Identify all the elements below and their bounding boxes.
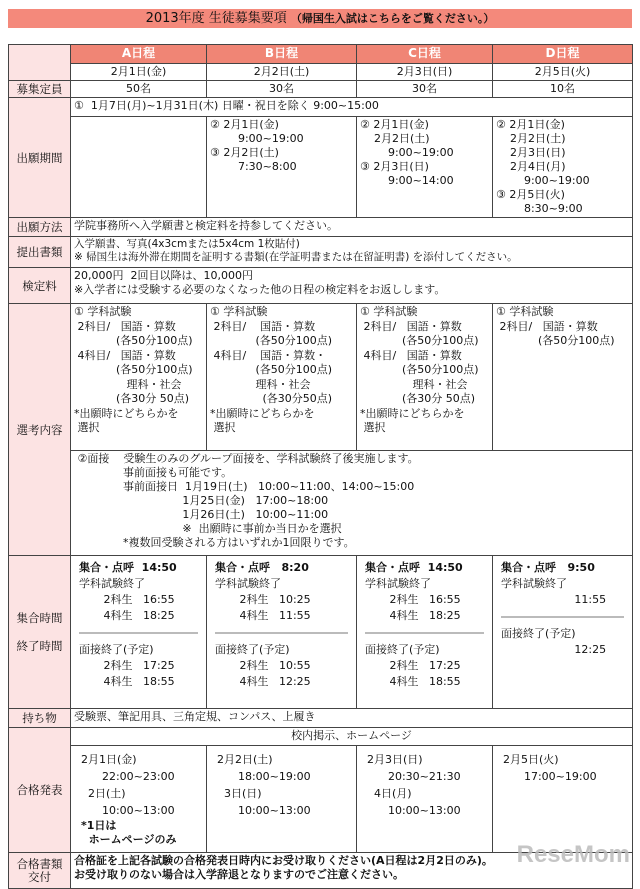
announce-b: 2月2日(土) 18:00~19:00 3日(日) 10:00~13:00: [207, 746, 357, 853]
exam-c: ① 学科試験 2科目/ 国語・算数 (各50分100点) 4科目/ 国語・算数 (各50分100点) 理科・社会 (各30分 50点) *出願時にどちらかを 選択: [357, 304, 493, 451]
time-row: [9, 556, 633, 709]
exam-end: 学科試験終了 2科生 10:25 4科生 11:55: [215, 577, 311, 622]
date-b: 2月2日(土): [207, 64, 357, 81]
interview-end: 面接終了(予定) 2科生 17:25 4科生 18:55: [79, 643, 175, 688]
period-c: ② 2月1日(金) 2月2日(土) 9:00~19:00 ③ 2月3日(日) 9:00~14:00: [357, 117, 493, 218]
announce-note: *1日は ホームページのみ: [81, 819, 177, 846]
divider: [215, 632, 348, 634]
announce-a: [71, 746, 207, 853]
belongings-text: 受験票、筆記用具、三角定規、コンパス、上履き: [71, 709, 633, 728]
issue-text: 合格証を上記各試験の合格発表日時内にお受け取りください(A日程は2月2日のみ)。 お受け取りのない場合は入学辞退となりますのでご注意ください。: [71, 853, 633, 889]
period-label: 出願期間: [9, 98, 71, 218]
capacity-b: 30名: [207, 81, 357, 98]
schedule-c: C日程: [357, 45, 493, 64]
gather-time: 集合・点呼 9:50: [501, 561, 595, 574]
returnee-link[interactable]: （帰国生入試はこちらをご覧ください。）: [290, 12, 495, 25]
announce-common: 校内掲示、ホームページ: [71, 728, 633, 746]
capacity-row: [9, 81, 633, 98]
page-title: [8, 9, 632, 28]
announce-c: 2月3日(日) 20:30~21:30 4日(月) 10:00~13:00: [357, 746, 493, 853]
resemom-watermark: ReseMom: [516, 841, 630, 868]
corner-cell: [9, 45, 71, 81]
divider: [501, 616, 624, 618]
announce-common-row: [9, 728, 633, 746]
method-row: [9, 218, 633, 237]
interview-row: [9, 451, 633, 556]
date-c: 2月3日(日): [357, 64, 493, 81]
interview-text: ②面接 受験生のみのグループ面接を、学科試験終了後実施します。 事前面接も可能です。 事前面接日 1月19日(土) 10:00~11:00、14:00~15:00 1月25日(金) 17:00~18:00 1月26日(土) 10:00~11:00 ※ 出願時に事前か当日かを選択 *複数回受験される方はいずれか1回限りです。: [71, 451, 633, 556]
gather-time: 集合・点呼 14:50: [79, 561, 177, 574]
issue-label: 合格書類 交付: [9, 853, 71, 889]
gather-time: 集合・点呼 14:50: [365, 561, 463, 574]
interview-end: 面接終了(予定) 2科生 10:55 4科生 12:25: [215, 643, 311, 688]
schedule-d: D日程: [493, 45, 633, 64]
exam-a: ① 学科試験 2科目/ 国語・算数 (各50分100点) 4科目/ 国語・算数 (各50分100点) 理科・社会 (各30分 50点) *出願時にどちらかを 選択: [71, 304, 207, 451]
period-d: ② 2月1日(金) 2月2日(土) 2月3日(日) 2月4日(月) 9:00~19:00 ③ 2月5日(火) 8:30~9:00: [493, 117, 633, 218]
time-d: [493, 556, 633, 709]
method-label: 出願方法: [9, 218, 71, 237]
date-d: 2月5日(火): [493, 64, 633, 81]
exam-end: 学科試験終了 2科生 16:55 4科生 18:25: [365, 577, 461, 622]
exam-end: 学科試験終了 2科生 16:55 4科生 18:25: [79, 577, 175, 622]
interview-end: 面接終了(予定) 2科生 17:25 4科生 18:55: [365, 643, 461, 688]
time-c: [357, 556, 493, 709]
period-b: ② 2月1日(金) 9:00~19:00 ③ 2月2日(土) 7:30~8:00: [207, 117, 357, 218]
exam-end: 学科試験終了 11:55: [501, 577, 607, 606]
method-text: 学院事務所へ入学願書と検定料を持参してください。: [71, 218, 633, 237]
divider: [365, 632, 484, 634]
title-main: 2013年度 生徒募集要項: [145, 11, 287, 26]
gather-time: 集合・点呼 8:20: [215, 561, 309, 574]
date-row: [9, 64, 633, 81]
schedule-a: A日程: [71, 45, 207, 64]
capacity-c: 30名: [357, 81, 493, 98]
date-a: 2月1日(金): [71, 64, 207, 81]
period-row: [9, 117, 633, 218]
announce-label: 合格発表: [9, 728, 71, 853]
period-a: [71, 117, 207, 218]
documents-text: 入学願書、写真(4x3cmまたは5x4cm 1枚貼付) ※ 帰国生は海外滞在期間を証明する書類(在学証明書または在留証明書) を添付してください。: [71, 237, 633, 268]
fee-label: 検定料: [9, 268, 71, 304]
announce-times: 2月1日(金) 22:00~23:00 2日(土) 10:00~13:00: [81, 753, 175, 817]
exam-d: ① 学科試験 2科目/ 国語・算数 (各50分100点): [493, 304, 633, 451]
time-b: [207, 556, 357, 709]
documents-label: 提出書類: [9, 237, 71, 268]
capacity-a: 50名: [71, 81, 207, 98]
period-common: ① 1月7日(月)~1月31日(木) 日曜・祝日を除く 9:00~15:00: [71, 98, 633, 117]
period-common-row: [9, 98, 633, 117]
time-a: [71, 556, 207, 709]
belongings-label: 持ち物: [9, 709, 71, 728]
exam-b: ① 学科試験 2科目/ 国語・算数 (各50分100点) 4科目/ 国語・算数・ (各50分100点) 理科・社会 (各30分50点) *出願時にどちらかを 選択: [207, 304, 357, 451]
schedule-header-row: [9, 45, 633, 64]
interview-end: 面接終了(予定) 12:25: [501, 627, 607, 656]
schedule-b: B日程: [207, 45, 357, 64]
selection-label: 選考内容: [9, 304, 71, 556]
admission-table: [8, 44, 633, 889]
belongings-row: [9, 709, 633, 728]
divider: [79, 632, 198, 634]
capacity-d: 10名: [493, 81, 633, 98]
time-label: 集合時間 終了時間: [9, 556, 71, 709]
capacity-label: 募集定員: [9, 81, 71, 98]
announce-d: 2月5日(火) 17:00~19:00: [493, 746, 633, 853]
documents-row: [9, 237, 633, 268]
exam-row: [9, 304, 633, 451]
announce-row: [9, 746, 633, 853]
fee-text: 20,000円 2回目以降は、10,000円 ※入学者には受験する必要のなくなった他の日程の検定料をお返しします。: [71, 268, 633, 304]
fee-row: [9, 268, 633, 304]
